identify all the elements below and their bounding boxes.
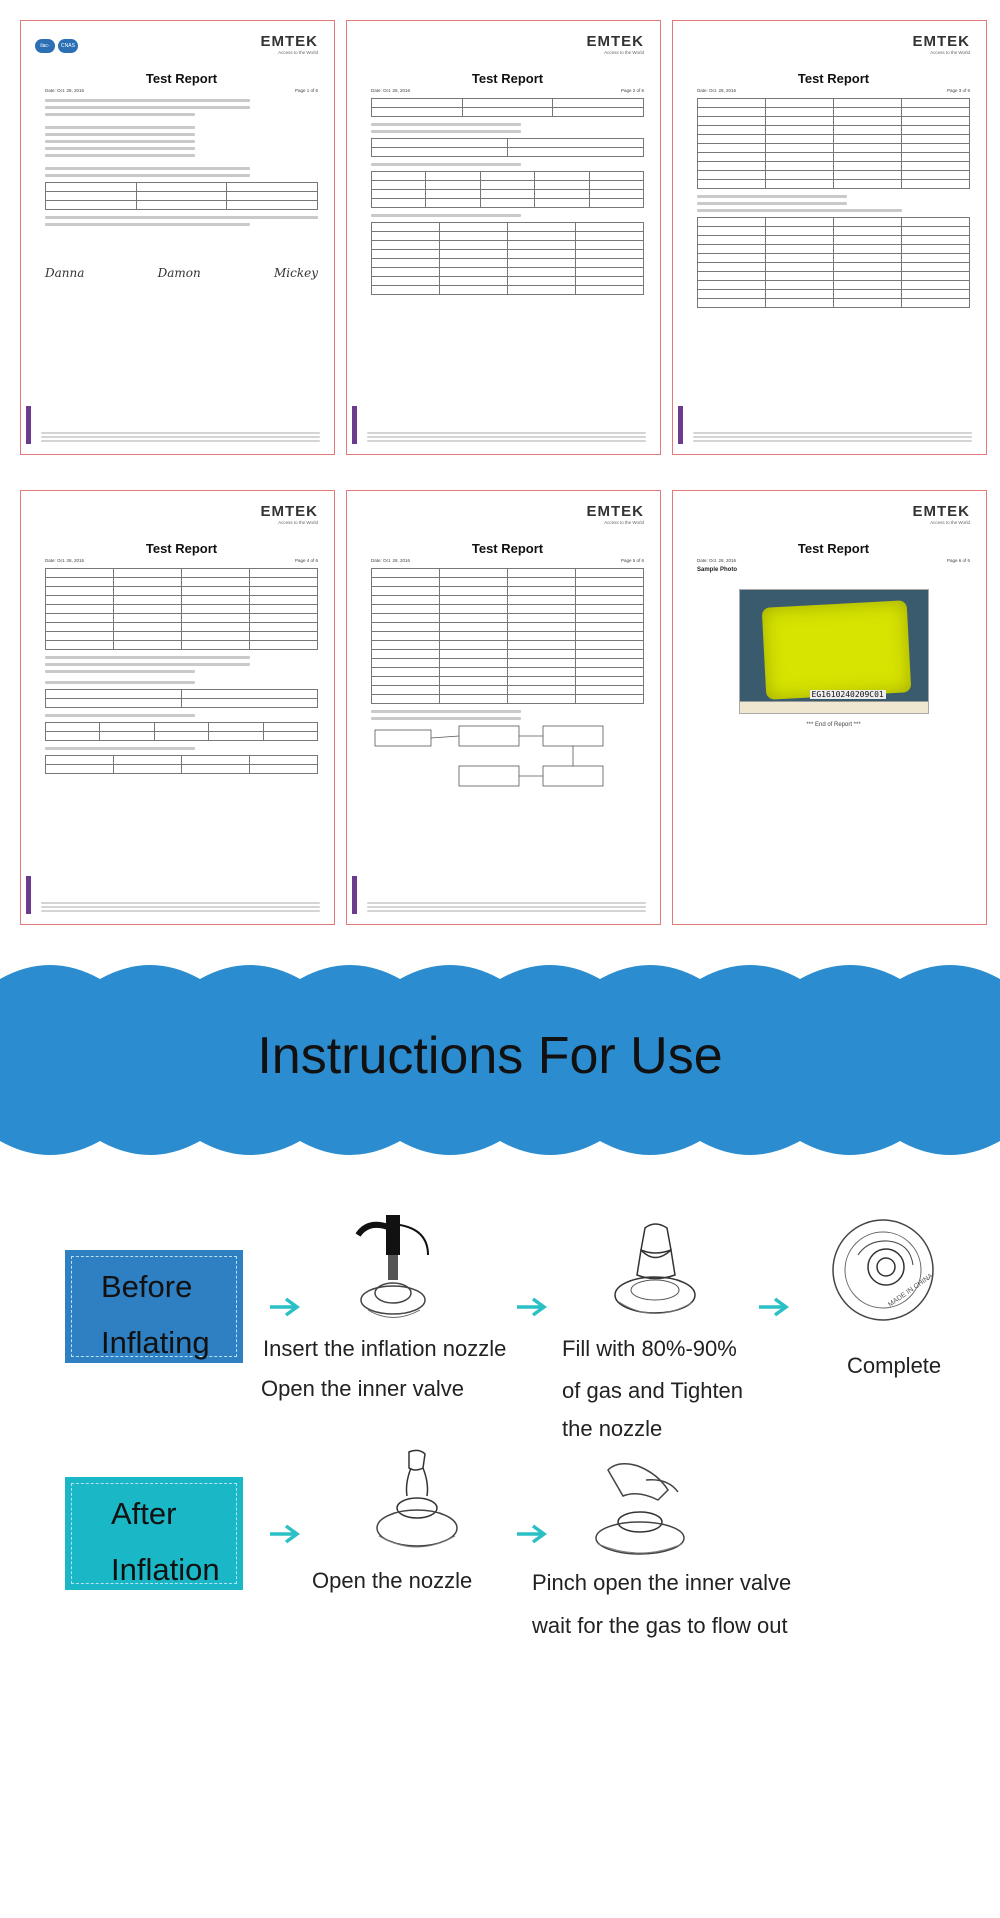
test-report-page-6[interactable] bbox=[672, 490, 987, 925]
after-step2-line1: Pinch open the inner valve bbox=[532, 1570, 792, 1595]
report-date: Date: Oct. 28, 2016 bbox=[45, 558, 85, 563]
report-page-number: Page 3 of 6 bbox=[946, 88, 970, 93]
ilac-logo: ilac-MRA bbox=[35, 39, 55, 53]
arrow-right-icon bbox=[757, 1296, 791, 1318]
arrow-right-icon bbox=[515, 1523, 549, 1545]
report-date: Date: Oct. 28, 2016 bbox=[697, 88, 737, 93]
report-table bbox=[45, 568, 318, 650]
report-date: Date: Oct. 28, 2016 bbox=[697, 558, 737, 563]
report-title: Test Report bbox=[145, 541, 218, 556]
report-side-bar bbox=[26, 876, 31, 914]
report-side-bar bbox=[678, 406, 683, 444]
report-table bbox=[697, 217, 970, 308]
end-of-report: *** End of Report *** bbox=[806, 722, 861, 728]
tightened-valve-icon bbox=[605, 1220, 705, 1330]
report-table bbox=[371, 138, 644, 157]
report-footer bbox=[367, 900, 646, 914]
sample-photo bbox=[739, 589, 929, 714]
report-date: Date: Oct. 28, 2016 bbox=[371, 88, 411, 93]
complete-valve-icon bbox=[828, 1215, 938, 1325]
emtek-logo: EMTEK Access to the World bbox=[260, 503, 318, 525]
before-step2-line3: the nozzle bbox=[562, 1416, 663, 1441]
test-report-page-4[interactable] bbox=[20, 490, 335, 925]
signatures bbox=[45, 266, 318, 280]
signature-tester: Danna bbox=[45, 266, 85, 280]
emtek-logo: EMTEK Access to the World bbox=[260, 33, 318, 55]
report-page-number: Page 4 of 6 bbox=[294, 558, 318, 563]
signature-approver: Mickey bbox=[274, 266, 318, 280]
yellow-film bbox=[761, 600, 911, 699]
report-title: Test Report bbox=[797, 541, 870, 556]
report-table bbox=[371, 222, 644, 295]
report-table bbox=[45, 182, 318, 210]
report-date: Date: Oct. 28, 2016 bbox=[371, 558, 411, 563]
report-title: Test Report bbox=[471, 71, 544, 86]
before-step1-line1: Insert the inflation nozzle bbox=[263, 1336, 507, 1361]
before-inflating-label bbox=[65, 1250, 243, 1363]
test-flowchart bbox=[371, 724, 611, 794]
report-footer bbox=[693, 430, 972, 444]
report-page-number: Page 5 of 6 bbox=[620, 558, 644, 563]
report-page-number: Page 1 of 6 bbox=[294, 88, 318, 93]
report-title: Test Report bbox=[471, 541, 544, 556]
ruler bbox=[740, 701, 928, 713]
sample-code: EG1610240209C01 bbox=[811, 690, 884, 699]
before-label-line1: Before bbox=[101, 1269, 193, 1304]
report-side-bar bbox=[352, 876, 357, 914]
before-step3: Complete bbox=[847, 1353, 942, 1378]
report-date: Date: Oct. 28, 2016 bbox=[45, 88, 85, 93]
report-footer bbox=[41, 900, 320, 914]
report-table bbox=[371, 98, 644, 117]
instructions-title: Instructions For Use bbox=[257, 1027, 723, 1085]
test-report-page-2[interactable] bbox=[346, 20, 661, 455]
report-title: Test Report bbox=[797, 71, 870, 86]
after-label-line2: Inflation bbox=[111, 1552, 220, 1587]
emtek-logo: EMTEK Access to the World bbox=[912, 33, 970, 55]
before-step1-line2: Open the inner valve bbox=[261, 1376, 465, 1401]
valve-stamp-text: MADE IN CHINA bbox=[887, 1272, 935, 1309]
emtek-logo: EMTEK Access to the World bbox=[586, 503, 644, 525]
test-report-page-1[interactable] bbox=[20, 20, 335, 455]
report-side-bar bbox=[26, 406, 31, 444]
before-step2-line1: Fill with 80%-90% bbox=[562, 1336, 737, 1361]
report-footer bbox=[367, 430, 646, 444]
after-step1: Open the nozzle bbox=[312, 1568, 473, 1593]
cnas-logo: CNAS bbox=[58, 39, 78, 53]
before-label-line2: Inflating bbox=[101, 1325, 210, 1360]
pinch-valve-icon bbox=[578, 1460, 698, 1560]
report-body bbox=[45, 99, 318, 177]
report-title: Test Report bbox=[145, 71, 218, 86]
report-table bbox=[371, 568, 644, 704]
accreditation-logos bbox=[35, 39, 78, 63]
report-table bbox=[371, 171, 644, 208]
test-report-grid bbox=[0, 0, 1000, 950]
report-footer bbox=[41, 430, 320, 444]
after-step2-line2: wait for the gas to flow out bbox=[532, 1613, 788, 1638]
report-table bbox=[45, 755, 318, 774]
after-label-line1: After bbox=[111, 1496, 177, 1531]
arrow-right-icon bbox=[268, 1523, 302, 1545]
report-table bbox=[45, 722, 318, 741]
before-step2-line2: of gas and Tighten bbox=[562, 1378, 744, 1403]
after-inflation-label bbox=[65, 1477, 243, 1590]
report-table bbox=[697, 98, 970, 189]
test-report-page-5[interactable] bbox=[346, 490, 661, 925]
signature-reviewer: Damon bbox=[157, 266, 201, 280]
test-report-page-3[interactable] bbox=[672, 20, 987, 455]
inflation-nozzle-icon bbox=[348, 1215, 448, 1335]
arrow-right-icon bbox=[268, 1296, 302, 1318]
open-nozzle-icon bbox=[365, 1448, 465, 1560]
sample-photo-heading: Sample Photo bbox=[697, 567, 738, 573]
report-page-number: Page 6 of 6 bbox=[946, 558, 970, 563]
report-table bbox=[45, 689, 318, 708]
report-page-number: Page 2 of 6 bbox=[620, 88, 644, 93]
arrow-right-icon bbox=[515, 1296, 549, 1318]
emtek-logo: EMTEK Access to the World bbox=[912, 503, 970, 525]
emtek-logo: EMTEK Access to the World bbox=[586, 33, 644, 55]
report-side-bar bbox=[352, 406, 357, 444]
